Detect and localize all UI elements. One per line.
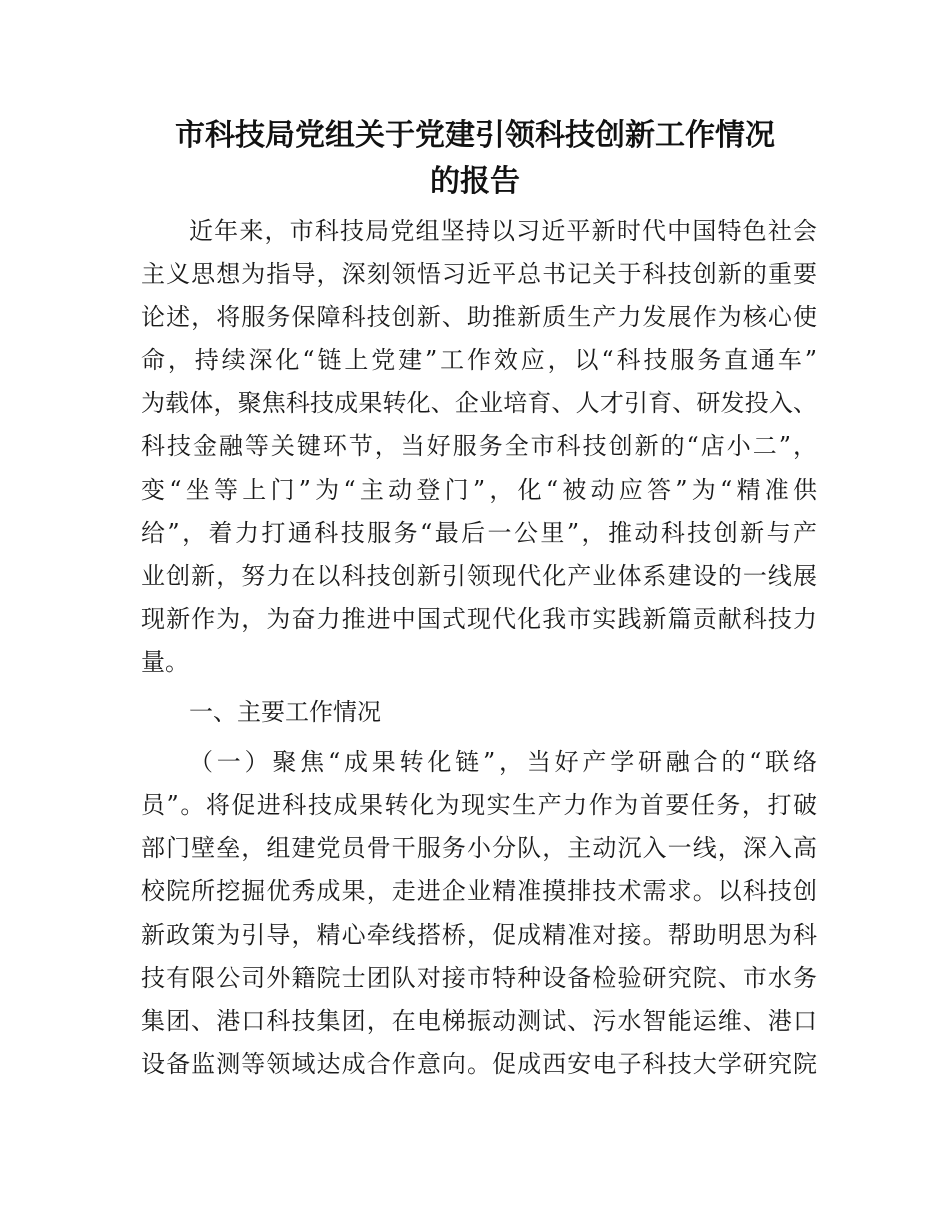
intro-paragraph [141, 210, 817, 684]
text-line: 给”，着力打通科技服务“最后一公里”，推动科技创新与产 [141, 518, 817, 547]
text-line: 校院所挖掘优秀成果，走进企业精准摸排技术需求。以科技创 [141, 877, 817, 906]
text-line: 命，持续深化“链上党建”工作效应，以“科技服务直通车” [141, 346, 817, 375]
text-line: 近年来，市科技局党组坚持以习近平新时代中国特色社会 [189, 217, 817, 245]
text-line: 业创新，努力在以科技创新引领现代化产业体系建设的一线展 [141, 561, 817, 590]
text-line: 现新作为，为奋力推进中国式现代化我市实践新篇贡献科技力 [141, 604, 817, 633]
section-1-heading: 一、主要工作情况 [189, 698, 381, 727]
document-body [141, 210, 817, 1086]
text-line: 集团、港口科技集团，在电梯振动测试、污水智能运维、港口 [141, 1006, 817, 1035]
text-line: 技有限公司外籍院士团队对接市特种设备检验研究院、市水务 [141, 963, 817, 992]
text-line: （一）聚焦“成果转化链”，当好产学研融合的“联络 [189, 748, 817, 777]
title-line-1: 市科技局党组关于党建引领科技创新工作情况 [175, 118, 775, 153]
text-line: 主义思想为指导，深刻领悟习近平总书记关于科技创新的重要 [141, 260, 817, 289]
text-line: 员”。将促进科技成果转化为现实生产力作为首要任务，打破 [141, 791, 817, 820]
text-line: 新政策为引导，精心牵线搭桥，促成精准对接。帮助明思为科 [141, 920, 817, 949]
text-line: 为载体，聚焦科技成果转化、企业培育、人才引育、研发投入、 [141, 389, 817, 418]
text-line: 量。 [141, 647, 189, 676]
title-line-2: 的报告 [430, 164, 520, 199]
document-title [0, 113, 950, 205]
text-line: 变“坐等上门”为“主动登门”，化“被动应答”为“精准供 [141, 475, 817, 504]
text-line: 论述，将服务保障科技创新、助推新质生产力发展作为核心使 [141, 303, 817, 332]
subsection-1-paragraph [141, 741, 817, 1086]
text-line: 设备监测等领域达成合作意向。促成西安电子科技大学研究院 [141, 1049, 817, 1078]
text-line: 科技金融等关键环节，当好服务全市科技创新的“店小二”， [141, 432, 817, 461]
text-line: 部门壁垒，组建党员骨干服务小分队，主动沉入一线，深入高 [141, 834, 817, 863]
